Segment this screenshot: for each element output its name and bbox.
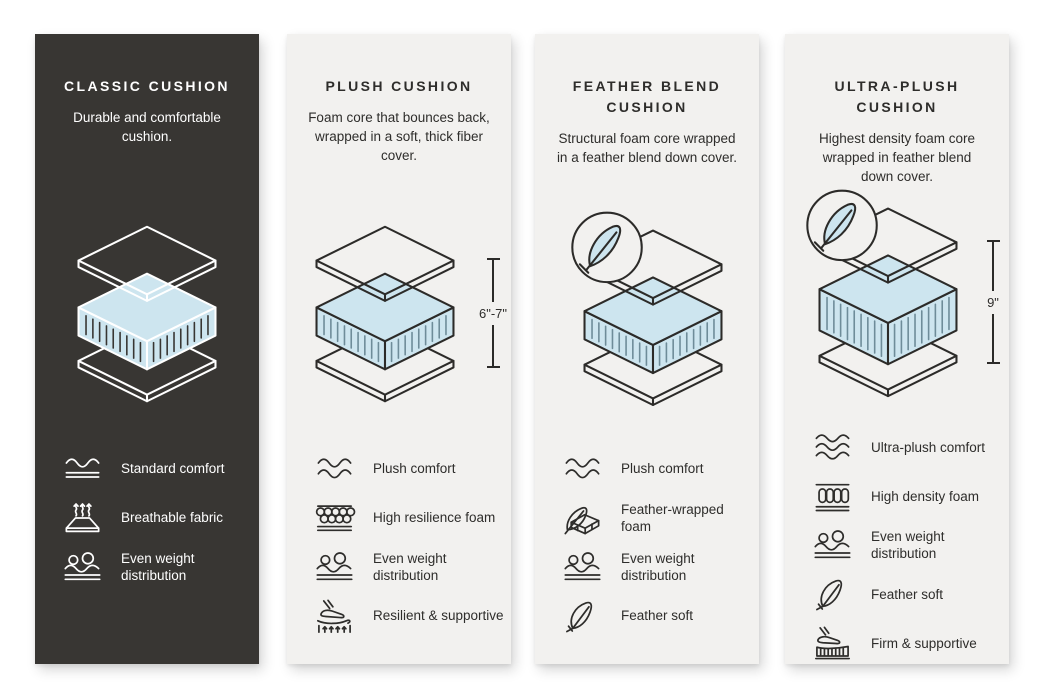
weight-distribution-icon [59,548,105,586]
card-title: PLUSH CUSHION [325,78,473,94]
card-header [35,34,259,208]
weight-distribution-icon [809,526,855,564]
density-foam-icon [809,477,855,515]
feature-row [559,548,759,586]
feather-icon [809,575,855,613]
wave-double-icon [311,450,357,488]
dimension-line [992,242,994,291]
cushion-layers-icon [776,186,1000,398]
resilience-foam-icon [311,499,357,537]
feature-row [311,499,511,537]
wave-single-icon [59,450,105,488]
feature-label: High resilience foam [373,510,496,526]
cushion-layers-icon [541,208,765,420]
feather-badge-icon [807,191,876,260]
feature-list [785,428,1009,673]
feature-list [35,450,259,597]
feature-label: Even weight distribution [621,550,695,583]
cushion-card-feather-blend [535,34,759,664]
cushion-layers-icon [273,208,497,420]
feature-label: Resilient & supportive [373,608,504,624]
cushion-layers-icon [35,208,259,420]
feature-row [559,499,759,537]
layered-cushion-illustration [535,208,759,420]
feature-label: Feather soft [621,608,694,624]
feature-label: Breathable fabric [121,510,224,526]
feature-label: Plush comfort [621,461,704,477]
card-description: Structural foam core wrapped in a feather blend down cover. [556,131,738,166]
layered-cushion-illustration [35,208,259,420]
card-title: ULTRA-PLUSH CUSHION [834,78,960,115]
feather-badge-icon [572,213,641,282]
wave-double-icon [559,450,605,488]
wave-triple-icon [809,428,855,466]
layered-cushion-illustration [287,208,511,420]
dimension-line [492,260,494,302]
dimension-line [492,325,494,367]
breathable-icon [59,499,105,537]
feature-row [59,548,259,586]
card-description: Highest density foam core wrapped in feather blend down cover. [818,131,976,185]
feature-row [559,450,759,488]
feature-row [809,428,1009,466]
dimension-label: 6"-7" [478,305,508,321]
feature-row [809,526,1009,564]
weight-distribution-icon [311,548,357,586]
dimension-line [992,314,994,363]
firm-supportive-icon [809,624,855,662]
feature-label: Firm & supportive [871,635,977,651]
feature-row [809,477,1009,515]
feature-label: Feather soft [871,586,944,602]
feather-wrapped-foam-icon [559,499,605,537]
feature-row [559,597,759,635]
card-header [535,34,759,208]
feature-label: Standard comfort [121,461,225,477]
card-title: FEATHER BLEND CUSHION [572,78,722,115]
card-header [785,34,1009,186]
resilient-supportive-icon [311,597,357,635]
weight-distribution-icon [559,548,605,586]
card-header [287,34,511,208]
feature-label: High density foam [871,488,980,504]
feature-row [809,624,1009,662]
feature-label: Even weight distribution [121,550,195,583]
feature-list [535,450,759,646]
feature-row [311,548,511,586]
feature-row [59,450,259,488]
card-description: Durable and comfortable cushion. [73,110,221,145]
feature-label: Ultra-plush comfort [871,439,986,455]
cushion-card-classic [35,34,259,664]
feature-label: Even weight distribution [871,529,945,562]
height-dimension-marker [473,258,513,368]
card-description: Foam core that bounces back, wrapped in a soft, thick fiber cover. [308,110,490,164]
dimension-label: 9" [987,294,999,310]
feature-label: Feather-wrapped foam [621,501,724,534]
feature-label: Plush comfort [373,461,456,477]
cushion-card-ultra-plush [785,34,1009,664]
height-dimension-marker [973,240,1013,364]
feather-icon [559,597,605,635]
feature-row [311,450,511,488]
feature-row [59,499,259,537]
feature-row [311,597,511,635]
dimension-cap [987,362,1000,364]
feature-row [809,575,1009,613]
card-title: CLASSIC CUSHION [64,78,230,94]
feature-list [287,450,511,646]
cushion-card-plush [287,34,511,664]
layered-cushion-illustration [785,186,1009,398]
feature-label: Even weight distribution [373,550,447,583]
dimension-cap [487,366,500,368]
